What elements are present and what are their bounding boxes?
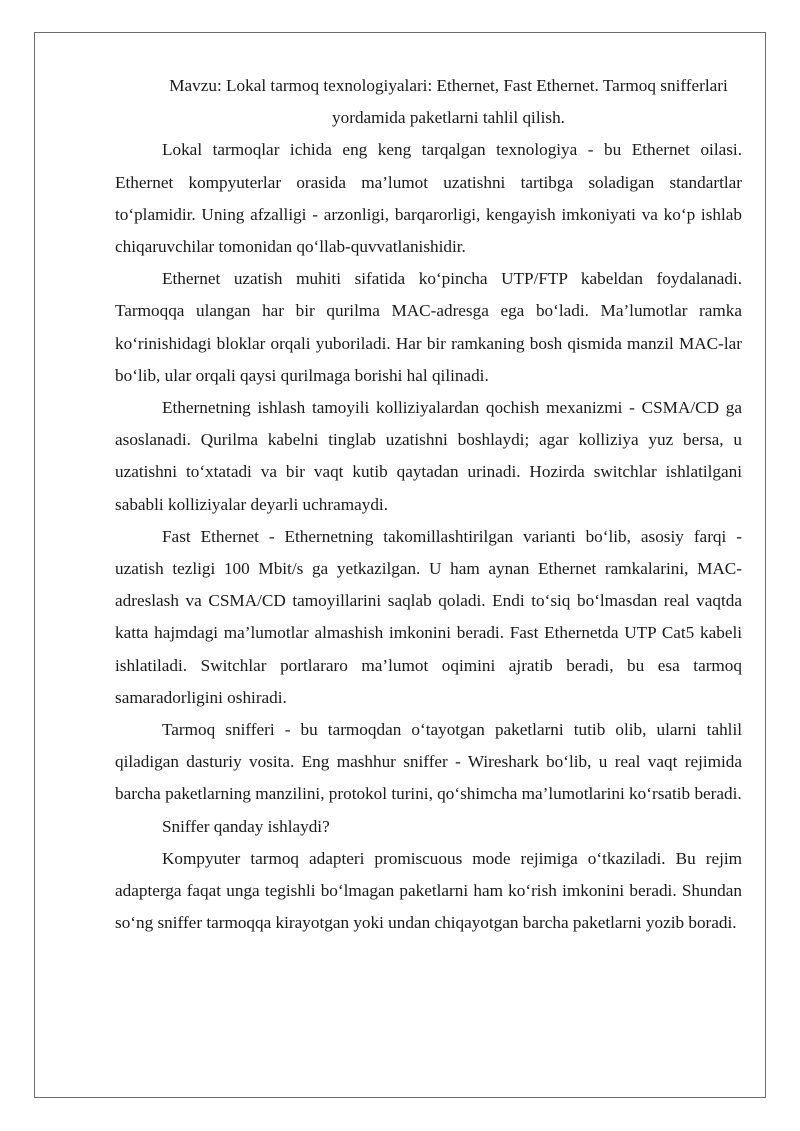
paragraph-promiscuous-mode: Kompyuter tarmoq adapteri promiscuous mode rejimiga o‘tkaziladi. Bu rejim adapterga faqat unga tegishli bo‘lmagan paketlarni ham ko‘rish imkonini beradi. Shundan so‘ng sniffer tarmoqqa kirayotgan yoki undan chiqayotgan barcha paketlarni yozib boradi. bbox=[115, 848, 742, 933]
paragraph-sniffer: Tarmoq snifferi - bu tarmoqdan o‘tayotgan paketlarni tutib olib, ularni tahlil qiladigan dasturiy vosita. Eng mashhur sniffer - Wireshark bo‘lib, u real vaqt rejimida barcha paketlarning manzilini, protokol turini, qo‘shimcha ma’lumotlarini ko‘rsatib beradi. bbox=[115, 720, 742, 804]
document-body bbox=[115, 70, 742, 939]
paragraph-csma-cd: Ethernetning ishlash tamoyili kolliziyalardan qochish mexanizmi - CSMA/CD ga asoslanadi. Qurilma kabelni tinglab uzatishni boshlaydi; agar kolliziya yuz bersa, u uzatishni to‘xtatadi va bir vaqt kutib qaytadan urinadi. Hozirda switchlar ishlatilgani sababli kolliziyalar deyarli uchramaydi. bbox=[115, 398, 742, 514]
paragraph-fast-ethernet: Fast Ethernet - Ethernetning takomillashtirilgan varianti bo‘lib, asosiy farqi - uzatish tezligi 100 Mbit/s ga yetkazilgan. U ham aynan Ethernet ramkalarini, MAC-adreslash va CSMA/CD tamoyillarini saqlab qoladi. Endi to‘siq bo‘lmasdan real vaqtda katta hajmdagi ma’lumotlar almashish imkonini beradi. Fast Ethernetda UTP Cat5 kabeli ishlatiladi. Switchlar portlararo ma’lumot oqimini ajratib beradi, bu esa tarmoq samaradorligini oshiradi. bbox=[115, 526, 742, 707]
paragraph-sniffer-question: Sniffer qanday ishlaydi? bbox=[162, 816, 330, 836]
paragraph-ethernet-medium: Ethernet uzatish muhiti sifatida ko‘pincha UTP/FTP kabeldan foydalanadi. Tarmoqqa ulangan har bir qurilma MAC-adresga ega bo‘ladi. Ma’lumotlar ramka ko‘rinishidagi bloklar orqali yuboriladi. Har bir ramkaning bosh qismida manzil MAC-lar bo‘lib, ular orqali qaysi qurilmaga borishi hal qilinadi. bbox=[115, 269, 742, 385]
paragraph-ethernet-intro: Lokal tarmoqlar ichida eng keng tarqalgan texnologiya - bu Ethernet oilasi. Ethernet kompyuterlar orasida ma’lumot uzatishni tartibga soladigan standartlar to‘plamidir. Uning afzalligi - arzonligi, barqarorligi, kengayish imkoniyati va ko‘p ishlab chiqaruvchilar tomonidan qo‘llab-quvvatlanishidir. bbox=[115, 140, 742, 257]
document-title: Mavzu: Lokal tarmoq texnologiyalari: Ethernet, Fast Ethernet. Tarmoq snifferlari yordamida paketlarni tahlil qilish. bbox=[169, 76, 728, 128]
